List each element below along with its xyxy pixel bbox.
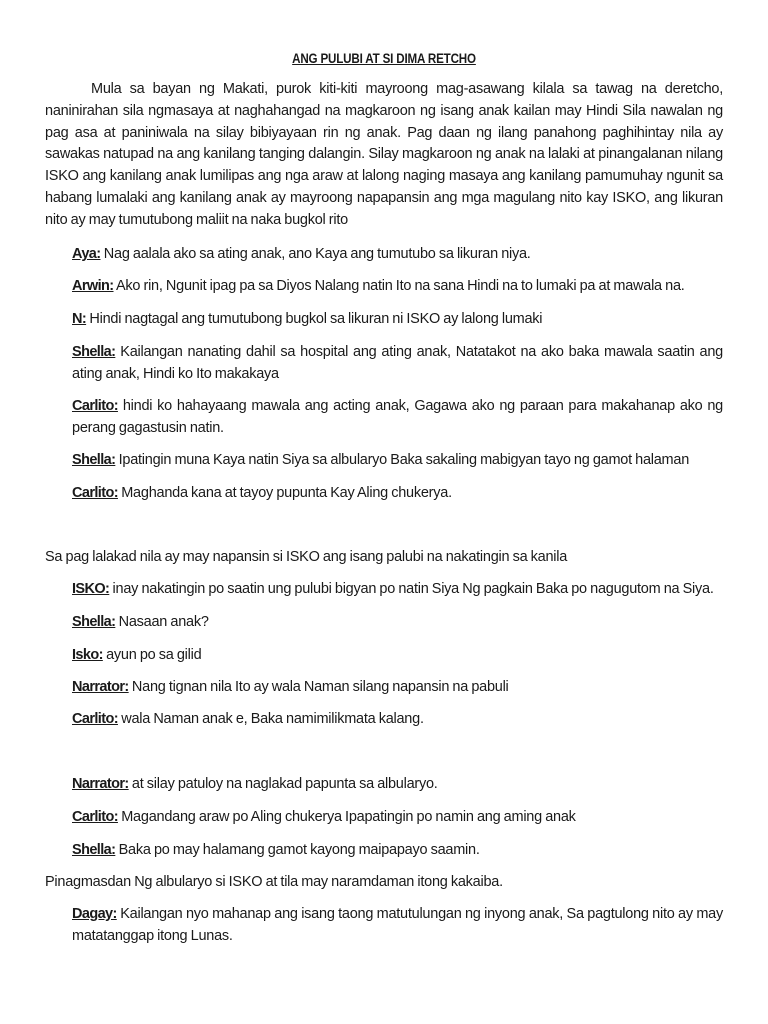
speaker-name: Arwin:	[72, 278, 114, 294]
speaker-name: ISKO:	[72, 581, 110, 597]
speaker-name: Isko:	[72, 647, 103, 663]
dialogue-text: Nang tignan nila Ito ay wala Naman silang napansin na pabuli	[128, 679, 509, 695]
dialogue-line	[72, 396, 723, 440]
dialogue-line	[72, 677, 723, 699]
dialogue-text: Ako rin, Ngunit ipag pa sa Diyos Nalang natin Ito na sana Hindi na to lumaki pa at mawala na.	[113, 278, 685, 294]
dialogue-text: Baka po may halamang gamot kayong maipapayo saamin.	[115, 842, 480, 858]
speaker-name: Dagay:	[72, 906, 117, 922]
dialogue-text: inay nakatingin po saatin ung pulubi bigyan po natin Siya Ng pagkain Baka po nagugutom na Siya.	[109, 581, 714, 597]
dialogue-text: Nag aalala ako sa ating anak, ano Kaya ang tumutubo sa likuran niya.	[100, 246, 531, 262]
speaker-name: Shella:	[72, 344, 116, 360]
document-title: ANG PULUBI AT SI DIMA RETCHO	[292, 51, 476, 66]
dialogue-line	[72, 342, 723, 386]
narration-line: Sa pag lalakad nila ay may napansin si ISKO ang isang palubi na nakatingin sa kanila	[45, 549, 568, 565]
dialogue-text: at silay patuloy na naglakad papunta sa albularyo.	[128, 776, 438, 792]
speaker-name: Shella:	[72, 614, 116, 630]
dialogue-text: Hindi nagtagal ang tumutubong bugkol sa likuran ni ISKO ay lalong lumaki	[86, 311, 543, 327]
narration-line: Pinagmasdan Ng albularyo si ISKO at tila may naramdaman itong kakaiba.	[45, 874, 503, 890]
speaker-name: Narrator:	[72, 679, 129, 695]
dialogue-line	[72, 483, 723, 505]
dialogue-line	[72, 276, 723, 298]
dialogue-text: Maghanda kana at tayoy pupunta Kay Aling chukerya.	[117, 485, 452, 501]
dialogue-line	[72, 309, 723, 331]
dialogue-text: hindi ko hahayaang mawala ang acting anak, Gagawa ako ng paraan para makahanap ako ng perang gagastusin natin.	[72, 398, 723, 436]
dialogue-line	[72, 807, 723, 829]
dialogue-text: Kailangan nanating dahil sa hospital ang ating anak, Natatakot na ako baka mawala saatin ang ating anak, Hindi ko Ito makakaya	[72, 344, 723, 382]
speaker-name: Aya:	[72, 246, 101, 262]
dialogue-line	[72, 904, 723, 948]
dialogue-line	[72, 840, 723, 862]
dialogue-text: wala Naman anak e, Baka namimilikmata kalang.	[117, 711, 424, 727]
speaker-name: Carlito:	[72, 485, 118, 501]
speaker-name: Carlito:	[72, 809, 118, 825]
dialogue-line	[72, 612, 723, 634]
dialogue-text: Ipatingin muna Kaya natin Siya sa albularyo Baka sakaling mabigyan tayo ng gamot halaman	[115, 452, 690, 468]
speaker-name: Carlito:	[72, 711, 118, 727]
speaker-name: Shella:	[72, 452, 116, 468]
dialogue-line	[72, 450, 723, 472]
dialogue-text: Kailangan nyo mahanap ang isang taong matutulungan ng inyong anak, Sa pagtulong nito ay may matatanggap itong Lunas.	[72, 906, 723, 944]
dialogue-line	[72, 774, 723, 796]
speaker-name: N:	[72, 311, 87, 327]
dialogue-line	[72, 579, 723, 601]
dialogue-text: Magandang araw po Aling chukerya Ipapatingin po namin ang aming anak	[117, 809, 576, 825]
dialogue-text: ayun po sa gilid	[102, 647, 202, 663]
intro-paragraph: Mula sa bayan ng Makati, purok kiti-kiti mayroong mag-asawang kilala sa tawag na deretcho, naninirahan sila ngmasaya at naghahangad na magkaroon ng isang anak kailan may Hindi Sila nawalan ng pag asa at paniniwala na silay bibiyayaan rin ng anak. Pag daan ng ilang panahong paghihintay nila ay sawakas natupad na ang kanilang tanging dalangin. Silay magkaroon ng anak na lalaki at pinangalanan nilang ISKO ang kanilang anak lumilipas ang nga araw at lalong naging masaya ang kanilang pamumuhay ngunit sa habang lumalaki ang kanilang anak ay mayroong napapansin ang mga magulang nito kay ISKO, ang likuran nito ay may tumutubong maliit na naka bugkol rito	[45, 81, 723, 228]
dialogue-line	[72, 709, 723, 731]
speaker-name: Carlito:	[72, 398, 118, 414]
dialogue-line	[72, 244, 723, 266]
dialogue-text: Nasaan anak?	[115, 614, 209, 630]
speaker-name: Shella:	[72, 842, 116, 858]
dialogue-line	[72, 645, 723, 667]
speaker-name: Narrator:	[72, 776, 129, 792]
